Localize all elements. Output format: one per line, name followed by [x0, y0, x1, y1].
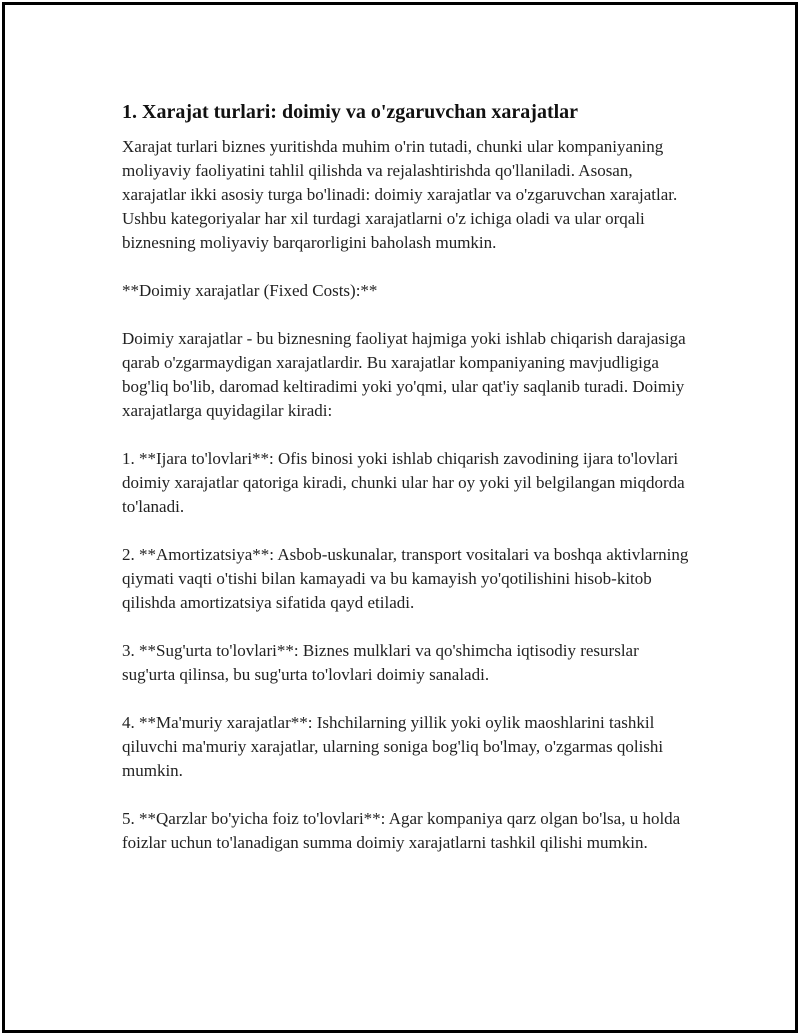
document-body: [122, 98, 692, 879]
intro-paragraph: Xarajat turlari biznes yuritishda muhim o'rin tutadi, chunki ular kompaniyaning moliyaviy faoliyatini tahlil qilishda va rejalashtirishda qo'llaniladi. Asosan, xarajatlar ikki asosiy turga bo'linadi: doimiy xarajatlar va o'zgaruvchan xarajatlar. Ushbu kategoriyalar har xil turdagi xarajatlarni o'z ichiga oladi va ular orqali biznesning moliyaviy barqarorligini baholash mumkin.: [122, 137, 678, 252]
list-item-insurance: 3. **Sug'urta to'lovlari**: Biznes mulklari va qo'shimcha iqtisodiy resurslar sug'urta qilinsa, bu sug'urta to'lovlari doimiy sanaladi.: [122, 641, 639, 684]
section-heading: 1. Xarajat turlari: doimiy va o'zgaruvchan xarajatlar: [122, 101, 579, 123]
list-item-rent: 1. **Ijara to'lovlari**: Ofis binosi yoki ishlab chiqarish zavodining ijara to'lovlari doimiy xarajatlar qatoriga kiradi, chunki ular har oy yoki yil belgilangan miqdorda to'lanadi.: [122, 449, 685, 516]
list-item-administrative: 4. **Ma'muriy xarajatlar**: Ishchilarning yillik yoki oylik maoshlarini tashkil qiluvchi ma'muriy xarajatlar, ularning soniga bog'liq bo'lmay, o'zgarmas qolishi mumkin.: [122, 713, 664, 780]
list-item-depreciation: 2. **Amortizatsiya**: Asbob-uskunalar, transport vositalari va boshqa aktivlarning qiymati vaqti o'tishi bilan kamayadi va bu kamayish yo'qotilishini hisob-kitob qilishda amortizatsiya sifatida qayd etiladi.: [122, 545, 689, 612]
fixed-costs-subheading: **Doimiy xarajatlar (Fixed Costs):**: [122, 281, 378, 300]
page-frame: [2, 2, 798, 1033]
list-item-interest: 5. **Qarzlar bo'yicha foiz to'lovlari**: Agar kompaniya qarz olgan bo'lsa, u holda foizlar uchun to'lanadigan summa doimiy xarajatlarni tashkil qilishi mumkin.: [122, 809, 681, 852]
fixed-costs-definition: Doimiy xarajatlar - bu biznesning faoliyat hajmiga yoki ishlab chiqarish darajasiga qarab o'zgarmaydigan xarajatlardir. Bu xarajatlar kompaniyaning mavjudligiga bog'liq bo'lib, daromad keltiradimi yoki yo'qmi, ular qat'iy saqlanib turadi. Doimiy xarajatlarga quyidagilar kiradi:: [122, 329, 686, 420]
